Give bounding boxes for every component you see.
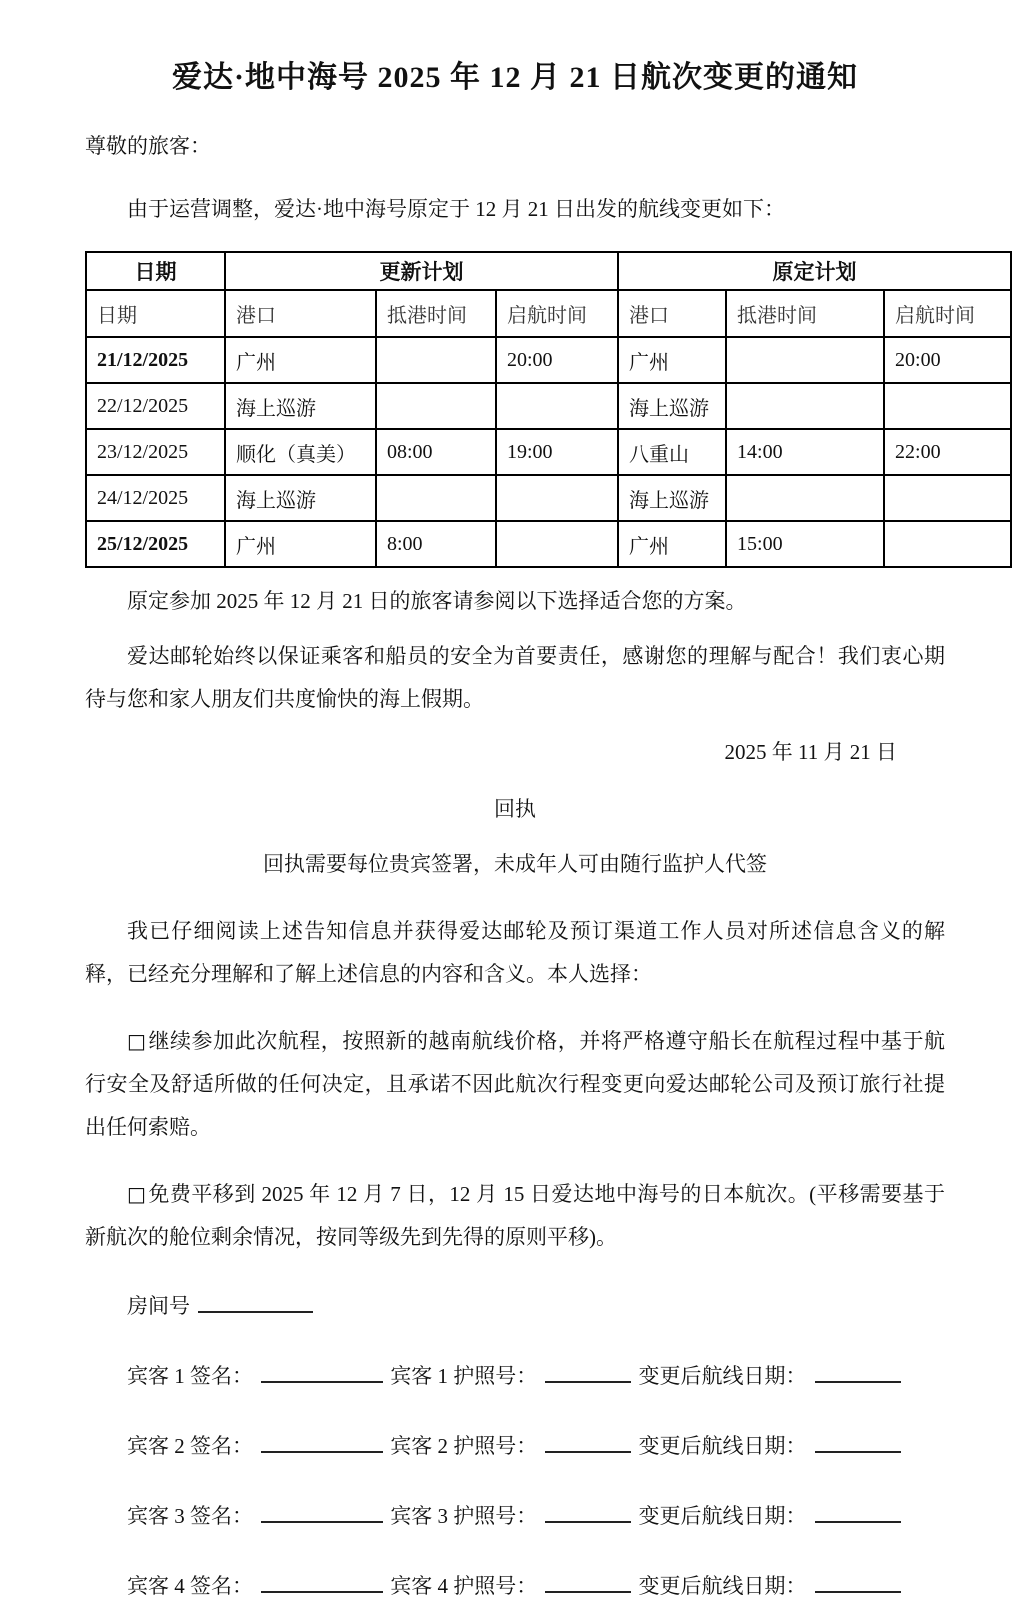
table-row xyxy=(86,383,1011,429)
orig-departure-cell xyxy=(884,475,1011,521)
orig-arrival-cell xyxy=(726,337,884,383)
date-cell: 23/12/2025 xyxy=(86,429,225,475)
guest-2-route-date-field[interactable] xyxy=(815,1429,901,1453)
guest-2-route-date-label: 变更后航线日期： xyxy=(638,1434,807,1458)
guest-1-passport-field[interactable] xyxy=(545,1359,631,1383)
guest-4-signature-label: 宾客 4 签名： xyxy=(127,1574,253,1598)
table-column-header-row xyxy=(86,290,1011,337)
orig-port-cell: 广州 xyxy=(618,521,726,567)
new-port-cell: 广州 xyxy=(225,337,376,383)
guest-4-route-date-field[interactable] xyxy=(815,1569,901,1593)
orig-arrival-cell: 15:00 xyxy=(726,521,884,567)
guest-1-route-date-field[interactable] xyxy=(815,1359,901,1383)
col-header-new-port: 港口 xyxy=(225,290,376,337)
guest-4-passport-label: 宾客 4 护照号： xyxy=(390,1574,538,1598)
new-arrival-cell xyxy=(376,475,496,521)
after-table-note: 原定参加 2025 年 12 月 21 日的旅客请参阅以下选择适合您的方案。 xyxy=(127,589,747,613)
table-row xyxy=(86,475,1011,521)
col-header-date: 日期 xyxy=(86,290,225,337)
guest-1-signature-label: 宾客 1 签名： xyxy=(127,1364,253,1388)
new-port-cell: 广州 xyxy=(225,521,376,567)
group-header-date: 日期 xyxy=(86,252,225,290)
orig-arrival-cell xyxy=(726,383,884,429)
new-arrival-cell xyxy=(376,337,496,383)
orig-port-cell: 海上巡游 xyxy=(618,475,726,521)
group-header-updated-plan: 更新计划 xyxy=(225,252,618,290)
table-row xyxy=(86,337,1011,383)
table-row xyxy=(86,429,1011,475)
table-row xyxy=(86,521,1011,567)
guest-3-passport-field[interactable] xyxy=(545,1499,631,1523)
new-arrival-cell xyxy=(376,383,496,429)
new-departure-cell: 20:00 xyxy=(496,337,618,383)
page-title: 爱达·地中海号 2025 年 12 月 21 日航次变更的通知 xyxy=(171,61,858,94)
orig-port-cell: 海上巡游 xyxy=(618,383,726,429)
room-number-line xyxy=(85,1285,945,1328)
table-group-header-row xyxy=(86,252,1011,290)
greeting-text: 尊敬的旅客： xyxy=(85,134,211,158)
group-header-original-plan: 原定计划 xyxy=(618,252,1011,290)
checkbox-icon[interactable]: □ xyxy=(127,1182,147,1206)
date-cell: 24/12/2025 xyxy=(86,475,225,521)
orig-arrival-cell: 14:00 xyxy=(726,429,884,475)
new-port-cell: 顺化（真美） xyxy=(225,429,376,475)
guest-4-signature-field[interactable] xyxy=(261,1569,383,1593)
date-cell: 22/12/2025 xyxy=(86,383,225,429)
col-header-new-departure: 启航时间 xyxy=(496,290,618,337)
new-arrival-cell: 8:00 xyxy=(376,521,496,567)
guest-1-passport-label: 宾客 1 护照号： xyxy=(390,1364,538,1388)
guest-4-route-date-label: 变更后航线日期： xyxy=(638,1574,807,1598)
notice-document xyxy=(0,52,1030,1608)
orig-departure-cell: 20:00 xyxy=(884,337,1011,383)
guest-3-passport-label: 宾客 3 护照号： xyxy=(390,1504,538,1528)
itinerary-table xyxy=(85,251,1012,568)
room-number-field[interactable] xyxy=(198,1289,313,1313)
guest-3-route-date-field[interactable] xyxy=(815,1499,901,1523)
orig-departure-cell xyxy=(884,521,1011,567)
guest-4-passport-field[interactable] xyxy=(545,1569,631,1593)
new-departure-cell: 19:00 xyxy=(496,429,618,475)
guest-3-route-date-label: 变更后航线日期： xyxy=(638,1504,807,1528)
receipt-title: 回执 xyxy=(494,797,536,821)
guest-3-signature-label: 宾客 3 签名： xyxy=(127,1504,253,1528)
new-departure-cell xyxy=(496,475,618,521)
new-port-cell: 海上巡游 xyxy=(225,475,376,521)
orig-departure-cell: 22:00 xyxy=(884,429,1011,475)
guest-2-passport-field[interactable] xyxy=(545,1429,631,1453)
guest-2-line xyxy=(85,1425,945,1468)
new-departure-cell xyxy=(496,521,618,567)
issue-date: 2025 年 11 月 21 日 xyxy=(724,740,897,764)
room-number-label: 房间号 xyxy=(127,1294,190,1318)
guest-4-line xyxy=(85,1565,945,1608)
col-header-orig-port: 港口 xyxy=(618,290,726,337)
new-port-cell: 海上巡游 xyxy=(225,383,376,429)
guest-1-line xyxy=(85,1355,945,1398)
orig-departure-cell xyxy=(884,383,1011,429)
new-arrival-cell: 08:00 xyxy=(376,429,496,475)
date-cell: 25/12/2025 xyxy=(86,521,225,567)
guest-1-signature-field[interactable] xyxy=(261,1359,383,1383)
receipt-subtitle: 回执需要每位贵宾签署，未成年人可由随行监护人代签 xyxy=(263,852,767,876)
option-continue-text: 继续参加此次航程，按照新的越南航线价格，并将严格遵守船长在航程过程中基于航行安全及舒适所做的任何决定，且承诺不因此航次行程变更向爱达邮轮公司及预订旅行社提出任何索赔。 xyxy=(85,1029,946,1139)
guest-2-signature-field[interactable] xyxy=(261,1429,383,1453)
orig-arrival-cell xyxy=(726,475,884,521)
col-header-orig-arrival: 抵港时间 xyxy=(726,290,884,337)
thanks-paragraph: 爱达邮轮始终以保证乘客和船员的安全为首要责任，感谢您的理解与配合！我们衷心期待与您和家人朋友们共度愉快的海上假期。 xyxy=(85,644,945,711)
col-header-new-arrival: 抵港时间 xyxy=(376,290,496,337)
guest-3-signature-field[interactable] xyxy=(261,1499,383,1523)
guest-3-line xyxy=(85,1495,945,1538)
guest-2-signature-label: 宾客 2 签名： xyxy=(127,1434,253,1458)
new-departure-cell xyxy=(496,383,618,429)
option-transfer-text: 免费平移到 2025 年 12 月 7 日，12 月 15 日爱达地中海号的日本航次。(平移需要基于新航次的舱位剩余情况，按同等级先到先得的原则平移)。 xyxy=(85,1182,945,1249)
orig-port-cell: 八重山 xyxy=(618,429,726,475)
col-header-orig-departure: 启航时间 xyxy=(884,290,1011,337)
acknowledgement-paragraph: 我已仔细阅读上述告知信息并获得爱达邮轮及预订渠道工作人员对所述信息含义的解释，已经充分理解和了解上述信息的内容和含义。本人选择： xyxy=(85,919,945,986)
guest-1-route-date-label: 变更后航线日期： xyxy=(638,1364,807,1388)
checkbox-icon[interactable]: □ xyxy=(127,1029,147,1053)
date-cell: 21/12/2025 xyxy=(86,337,225,383)
guest-2-passport-label: 宾客 2 护照号： xyxy=(390,1434,538,1458)
orig-port-cell: 广州 xyxy=(618,337,726,383)
option-continue-voyage xyxy=(85,1020,945,1149)
intro-paragraph: 由于运营调整，爱达·地中海号原定于 12 月 21 日出发的航线变更如下： xyxy=(127,197,785,221)
option-transfer-voyage xyxy=(85,1173,945,1259)
